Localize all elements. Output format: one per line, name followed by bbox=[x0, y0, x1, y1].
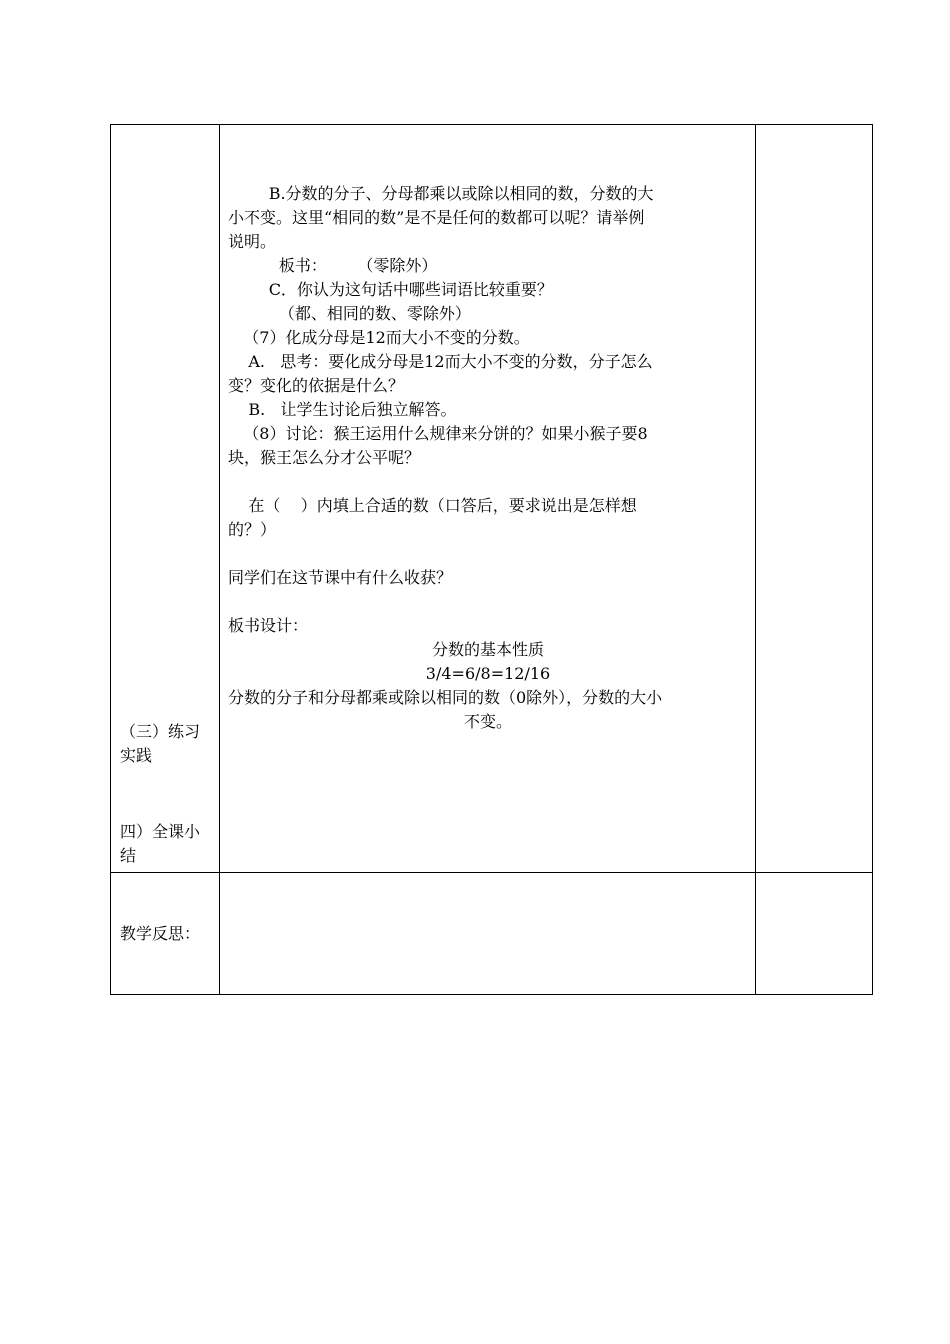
content-line: 板书设计： bbox=[228, 616, 309, 635]
row-divider bbox=[110, 872, 873, 873]
content-line: 的？） bbox=[228, 520, 277, 539]
lesson-content bbox=[228, 182, 748, 734]
content-line bbox=[228, 590, 748, 614]
section-labels bbox=[120, 720, 218, 868]
section-label-summary-line2: 结 bbox=[120, 846, 137, 865]
section-label-practice-line2: 实践 bbox=[120, 746, 153, 765]
content-line bbox=[228, 542, 748, 566]
board-design-formula: 3/4=6/8=12/16 bbox=[425, 664, 551, 683]
table-border-top bbox=[110, 124, 873, 125]
content-line: 板书： （零除外） bbox=[228, 256, 438, 275]
content-line: 同学们在这节课中有什么收获？ bbox=[228, 568, 453, 587]
content-line: A. 思考：要化成分母是12而大小不变的分数，分子怎么 bbox=[228, 352, 653, 371]
content-line: 小不变。这里“相同的数”是不是任何的数都可以呢？请举例 bbox=[228, 208, 645, 227]
content-line: 变？变化的依据是什么？ bbox=[228, 376, 405, 395]
column-divider-2 bbox=[755, 124, 756, 995]
content-line: （8）讨论：猴王运用什么规律来分饼的？如果小猴子要8 bbox=[228, 424, 648, 443]
board-design-rule-line1: 分数的分子和分母都乘或除以相同的数（0除外），分数的大小 bbox=[228, 688, 663, 707]
lesson-plan-table bbox=[110, 124, 873, 995]
content-line: 说明。 bbox=[228, 232, 277, 251]
table-border-right bbox=[872, 124, 873, 995]
content-line: （都、相同的数、零除外） bbox=[228, 304, 471, 323]
content-line: 在（ ）内填上合适的数（口答后，要求说出是怎样想 bbox=[228, 496, 637, 515]
section-label-practice-line1: （三）练习 bbox=[120, 722, 201, 741]
table-border-left bbox=[110, 124, 111, 995]
content-line: （7）化成分母是12而大小不变的分数。 bbox=[228, 328, 530, 347]
table-border-bottom bbox=[110, 994, 873, 995]
board-design-title: 分数的基本性质 bbox=[431, 640, 544, 659]
section-label-summary-line1: 四）全课小 bbox=[120, 822, 201, 841]
content-line bbox=[228, 470, 748, 494]
content-line: C．你认为这句话中哪些词语比较重要？ bbox=[228, 280, 553, 299]
board-design-rule-line2: 不变。 bbox=[463, 712, 512, 731]
content-line: B.分数的分子、分母都乘以或除以相同的数，分数的大 bbox=[228, 184, 654, 203]
reflection-label-text: 教学反思： bbox=[120, 924, 201, 943]
content-line: B. 让学生讨论后独立解答。 bbox=[228, 400, 457, 419]
content-line: 块，猴王怎么分才公平呢？ bbox=[228, 448, 421, 467]
column-divider-1 bbox=[219, 124, 220, 995]
reflection-label bbox=[120, 922, 218, 946]
